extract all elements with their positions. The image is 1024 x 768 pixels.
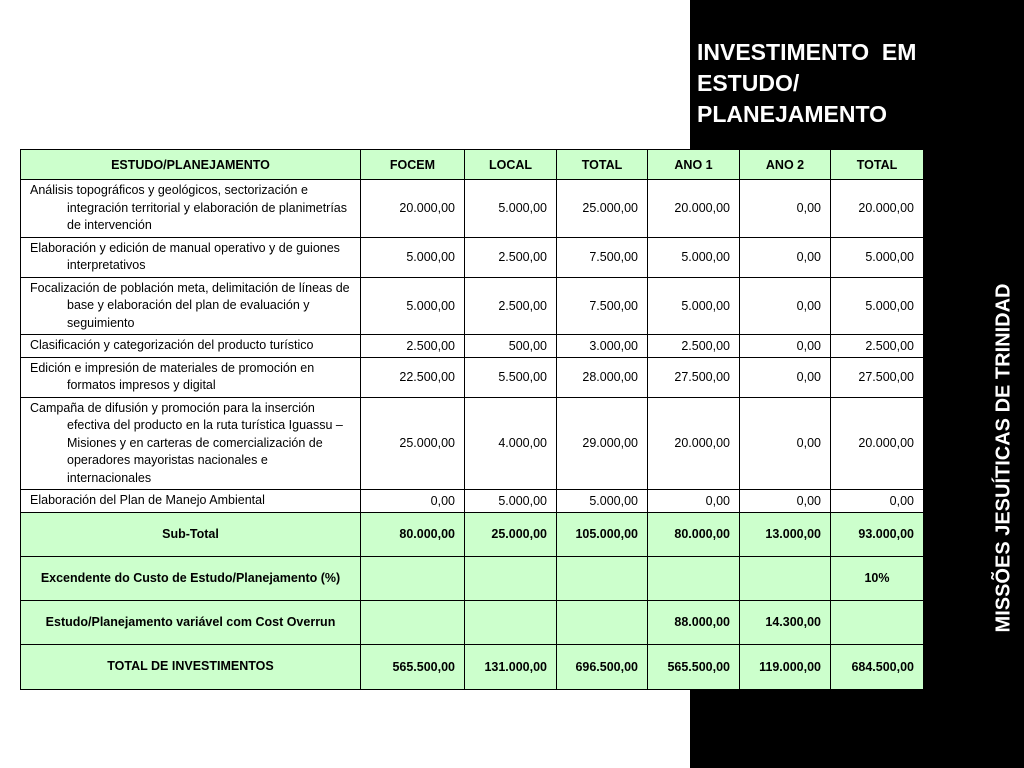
table-header-row: [21, 150, 924, 180]
header-total: TOTAL: [557, 150, 648, 180]
cell-ano-2: 0,00: [740, 180, 831, 238]
cost-overrun-focem: [361, 600, 465, 644]
header-focem: FOCEM: [361, 150, 465, 180]
cost-overrun-total-years: [831, 600, 924, 644]
cell-total: 7.500,00: [557, 237, 648, 277]
cell-total-years: 20.000,00: [831, 397, 924, 490]
cell-total-years: 5.000,00: [831, 237, 924, 277]
cell-total-years: 20.000,00: [831, 180, 924, 238]
cell-ano-2: 0,00: [740, 277, 831, 335]
excedente-focem: [361, 556, 465, 600]
excedente-ano-1: [648, 556, 740, 600]
cell-total: 25.000,00: [557, 180, 648, 238]
table-row: [21, 490, 924, 513]
row-description: Campaña de difusión y promoción para la inserción efectiva del producto en la ruta turística Iguassu – Misiones y en carteras de comercialización de operadores mayoristas nacionales e internacionales: [21, 397, 361, 490]
slide-title: INVESTIMENTO EM ESTUDO/ PLANEJAMENTO: [697, 39, 917, 127]
cell-ano-1: 27.500,00: [648, 357, 740, 397]
header-ano-1: ANO 1: [648, 150, 740, 180]
cell-local: 2.500,00: [465, 237, 557, 277]
cell-ano-1: 0,00: [648, 490, 740, 513]
cell-focem: 20.000,00: [361, 180, 465, 238]
cost-overrun-row: [21, 600, 924, 644]
cell-local: 2.500,00: [465, 277, 557, 335]
subtotal-local: 25.000,00: [465, 512, 557, 556]
table-row: [21, 397, 924, 490]
cell-ano-2: 0,00: [740, 335, 831, 358]
cell-focem: 22.500,00: [361, 357, 465, 397]
row-description: Análisis topográficos y geológicos, sectorización e integración territorial y elaboración de planimetrías de intervención: [21, 180, 361, 238]
cell-ano-1: 5.000,00: [648, 277, 740, 335]
header-total-years: TOTAL: [831, 150, 924, 180]
subtotal-label: Sub-Total: [21, 512, 361, 556]
total-local: 131.000,00: [465, 644, 557, 689]
cell-total: 5.000,00: [557, 490, 648, 513]
row-description: Elaboración y edición de manual operativo y de guiones interpretativos: [21, 237, 361, 277]
excedente-ano-2: [740, 556, 831, 600]
table-row: [21, 180, 924, 238]
total-ano-1: 565.500,00: [648, 644, 740, 689]
cell-total-years: 27.500,00: [831, 357, 924, 397]
investment-table: [20, 149, 924, 690]
subtotal-row: [21, 512, 924, 556]
subtotal-total: 105.000,00: [557, 512, 648, 556]
total-total-years: 684.500,00: [831, 644, 924, 689]
cell-focem: 5.000,00: [361, 237, 465, 277]
header-ano-2: ANO 2: [740, 150, 831, 180]
excedente-total: [557, 556, 648, 600]
excedente-row: [21, 556, 924, 600]
total-investments-label: TOTAL DE INVESTIMENTOS: [21, 644, 361, 689]
cost-overrun-ano-2: 14.300,00: [740, 600, 831, 644]
cell-total: 7.500,00: [557, 277, 648, 335]
cell-total-years: 0,00: [831, 490, 924, 513]
subtotal-focem: 80.000,00: [361, 512, 465, 556]
total-ano-2: 119.000,00: [740, 644, 831, 689]
cell-ano-2: 0,00: [740, 357, 831, 397]
cell-focem: 2.500,00: [361, 335, 465, 358]
cell-local: 5.000,00: [465, 180, 557, 238]
subtotal-ano-2: 13.000,00: [740, 512, 831, 556]
row-description: Elaboración del Plan de Manejo Ambiental: [21, 490, 361, 513]
cell-total: 28.000,00: [557, 357, 648, 397]
cell-ano-1: 5.000,00: [648, 237, 740, 277]
row-description: Clasificación y categorización del producto turístico: [21, 335, 361, 358]
cost-overrun-total: [557, 600, 648, 644]
cell-focem: 5.000,00: [361, 277, 465, 335]
cost-overrun-ano-1: 88.000,00: [648, 600, 740, 644]
total-total: 696.500,00: [557, 644, 648, 689]
cell-local: 5.500,00: [465, 357, 557, 397]
cell-total-years: 5.000,00: [831, 277, 924, 335]
total-focem: 565.500,00: [361, 644, 465, 689]
cell-ano-1: 2.500,00: [648, 335, 740, 358]
subtotal-ano-1: 80.000,00: [648, 512, 740, 556]
cell-ano-2: 0,00: [740, 237, 831, 277]
cell-ano-1: 20.000,00: [648, 397, 740, 490]
cell-ano-1: 20.000,00: [648, 180, 740, 238]
cell-total: 29.000,00: [557, 397, 648, 490]
table-row: [21, 277, 924, 335]
vertical-side-title: MISSÕES JESUÍTICAS DE TRINIDAD: [992, 283, 1015, 633]
total-investments-row: [21, 644, 924, 689]
table-row: [21, 335, 924, 358]
cell-ano-2: 0,00: [740, 397, 831, 490]
cell-local: 500,00: [465, 335, 557, 358]
row-description: Focalización de población meta, delimitación de líneas de base y elaboración del plan de evaluación y seguimiento: [21, 277, 361, 335]
excedente-percent: 10%: [831, 556, 924, 600]
cell-local: 5.000,00: [465, 490, 557, 513]
table-row: [21, 357, 924, 397]
excedente-local: [465, 556, 557, 600]
header-estudo-planejamento: ESTUDO/PLANEJAMENTO: [21, 150, 361, 180]
cost-overrun-label: Estudo/Planejamento variável com Cost Overrun: [21, 600, 361, 644]
header-local: LOCAL: [465, 150, 557, 180]
cost-overrun-local: [465, 600, 557, 644]
cell-ano-2: 0,00: [740, 490, 831, 513]
subtotal-total-years: 93.000,00: [831, 512, 924, 556]
cell-local: 4.000,00: [465, 397, 557, 490]
row-description: Edición e impresión de materiales de promoción en formatos impresos y digital: [21, 357, 361, 397]
excedente-label: Excendente do Custo de Estudo/Planejamento (%): [21, 556, 361, 600]
cell-total-years: 2.500,00: [831, 335, 924, 358]
table-row: [21, 237, 924, 277]
cell-focem: 0,00: [361, 490, 465, 513]
cell-total: 3.000,00: [557, 335, 648, 358]
cell-focem: 25.000,00: [361, 397, 465, 490]
